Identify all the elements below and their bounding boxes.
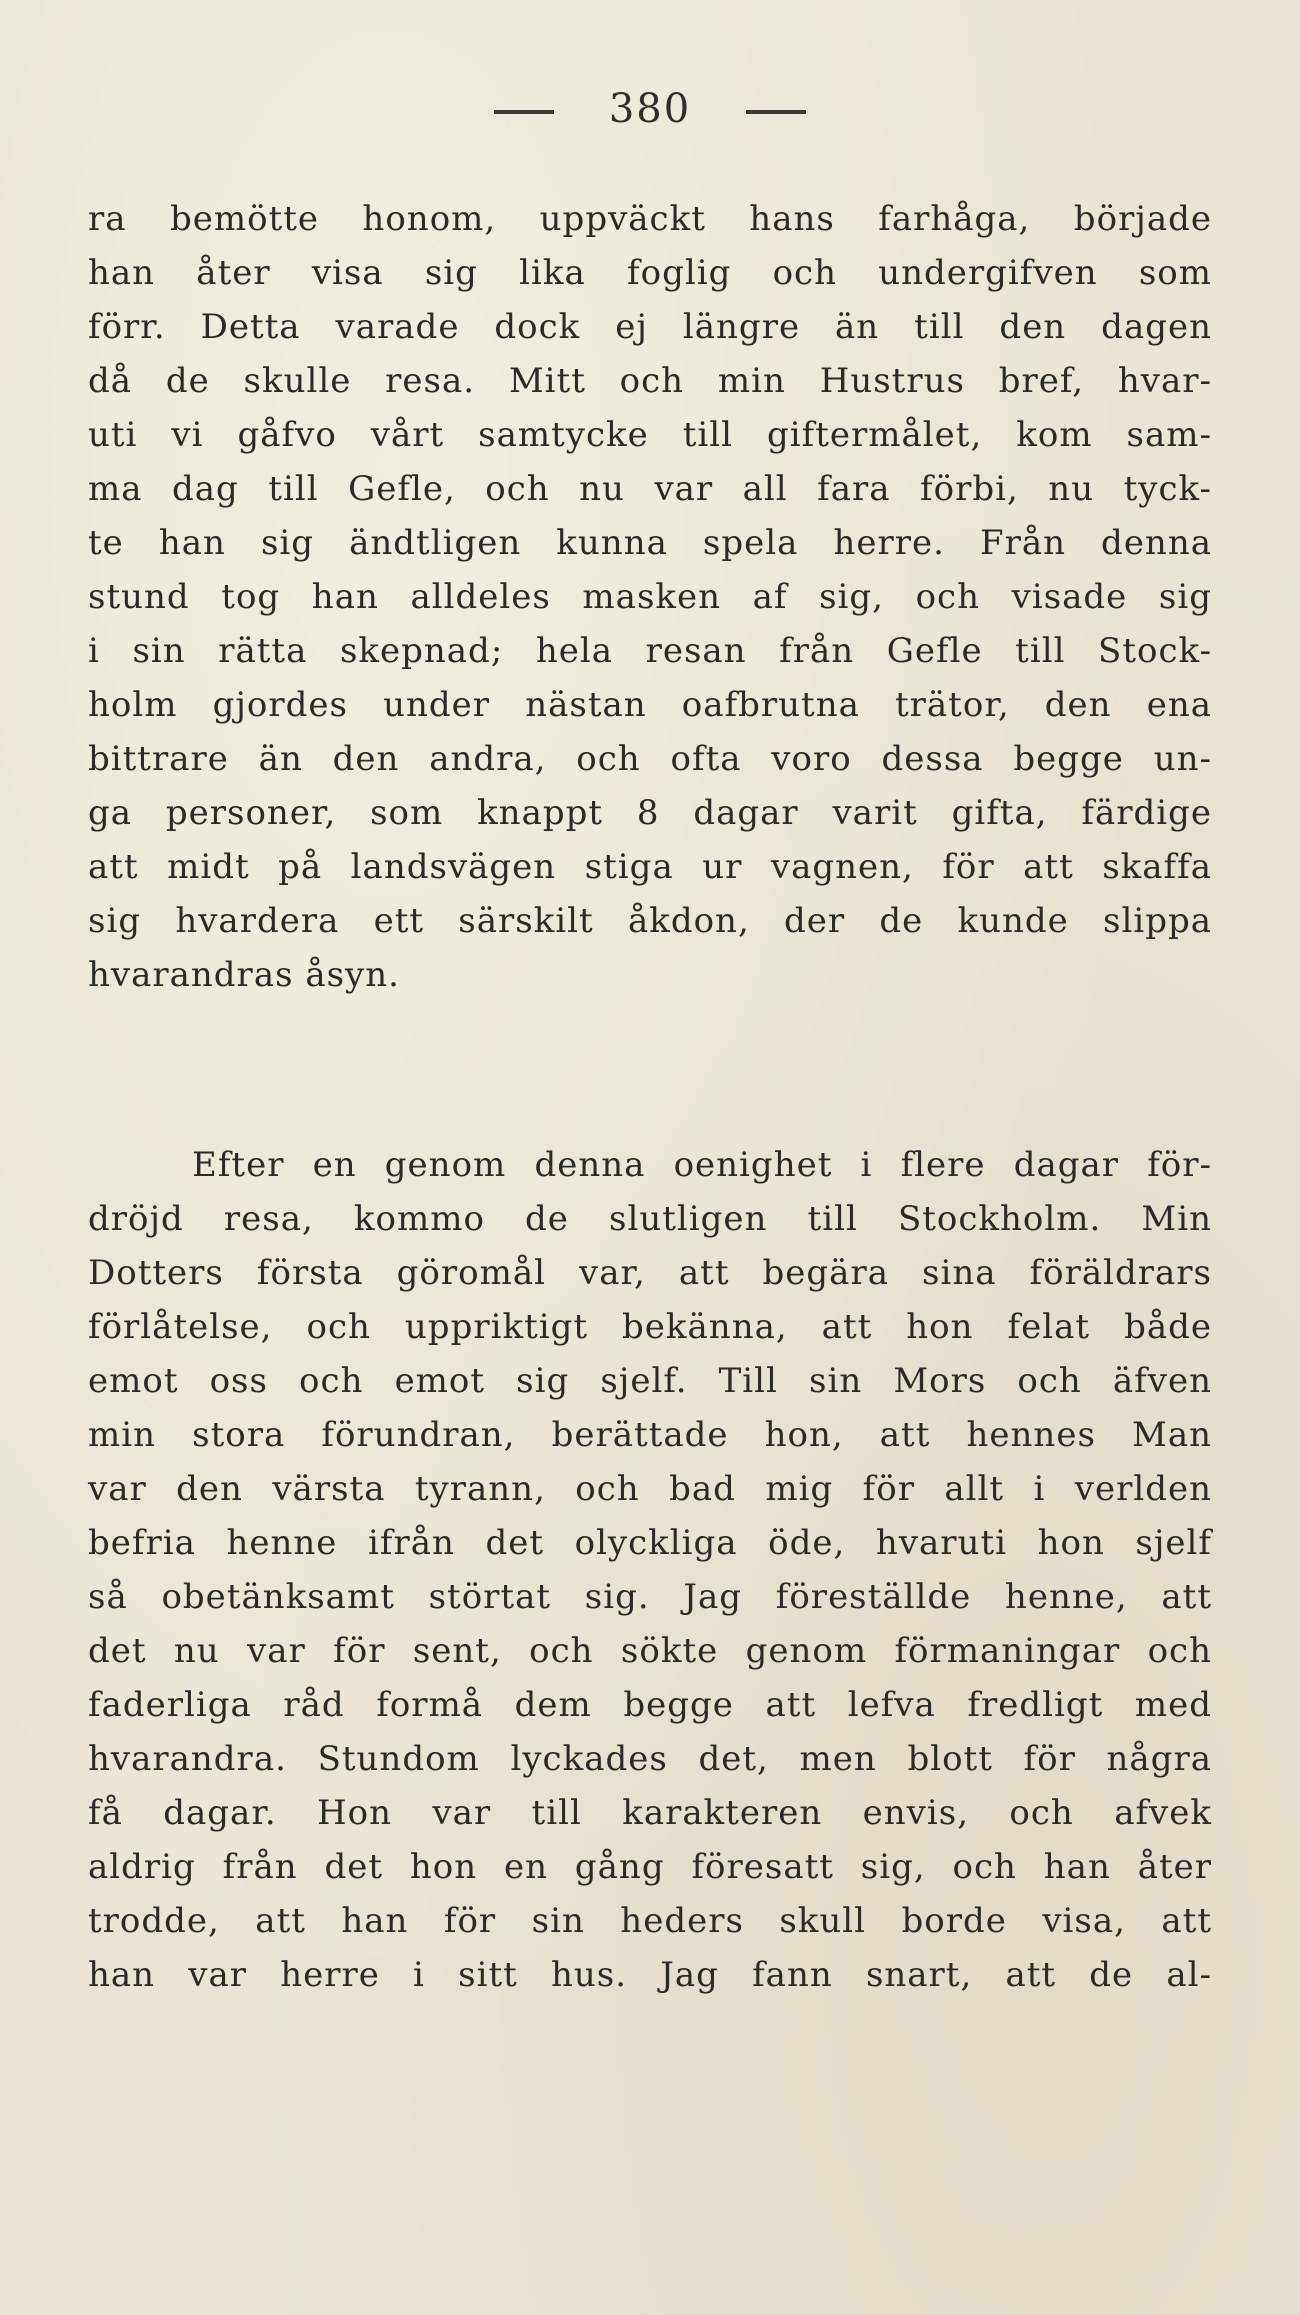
- text-line: sig hvardera ett särskilt åkdon, der de kunde slippa: [88, 901, 1212, 941]
- right-header-dash: [746, 110, 806, 114]
- text-line: ga personer, som knappt 8 dagar varit gifta, färdige: [88, 793, 1212, 833]
- text-line: att midt på landsvägen stiga ur vagnen, för att skaffa: [88, 847, 1212, 887]
- text-line: holm gjordes under nästan oafbrutna trätor, den ena: [88, 685, 1212, 725]
- text-line: hvarandras åsyn.: [88, 955, 400, 995]
- page-header: [0, 86, 1300, 132]
- text-line: stund tog han alldeles masken af sig, och visade sig: [88, 577, 1212, 617]
- text-line: förr. Detta varade dock ej längre än till den dagen: [88, 307, 1212, 347]
- text-line: emot oss och emot sig sjelf. Till sin Mors och äfven: [88, 1361, 1212, 1401]
- text-line: Efter en genom denna oenighet i flere dagar för-: [192, 1145, 1212, 1185]
- text-line: dröjd resa, kommo de slutligen till Stockholm. Min: [88, 1199, 1212, 1239]
- text-line: han åter visa sig lika foglig och undergifven som: [88, 253, 1212, 293]
- text-line: min stora förundran, berättade hon, att hennes Man: [88, 1415, 1212, 1455]
- text-line: te han sig ändtligen kunna spela herre. Från denna: [88, 523, 1212, 563]
- text-line: ra bemötte honom, uppväckt hans farhåga, började: [88, 199, 1212, 239]
- text-line: befria henne ifrån det olyckliga öde, hvaruti hon sjelf: [88, 1523, 1212, 1563]
- text-line: så obetänksamt störtat sig. Jag föreställde henne, att: [88, 1577, 1212, 1617]
- left-header-dash: [494, 110, 554, 114]
- paragraph-1: [88, 192, 1212, 1002]
- paragraph-2: [88, 1138, 1212, 2002]
- text-line: hvarandra. Stundom lyckades det, men blott för några: [88, 1739, 1212, 1779]
- text-line: trodde, att han för sin heders skull borde visa, att: [88, 1901, 1212, 1941]
- page-number: 380: [608, 86, 692, 132]
- text-line: då de skulle resa. Mitt och min Hustrus bref, hvar-: [88, 361, 1212, 401]
- text-line: faderliga råd formå dem begge att lefva fredligt med: [88, 1685, 1212, 1725]
- text-line: i sin rätta skepnad; hela resan från Gefle till Stock-: [88, 631, 1212, 671]
- text-line: uti vi gåfvo vårt samtycke till giftermålet, kom sam-: [88, 415, 1212, 455]
- text-line: Dotters första göromål var, att begära sina föräldrars: [88, 1253, 1212, 1293]
- text-line: han var herre i sitt hus. Jag fann snart, att de al-: [88, 1955, 1212, 1995]
- text-line: förlåtelse, och uppriktigt bekänna, att hon felat både: [88, 1307, 1212, 1347]
- text-line: det nu var för sent, och sökte genom förmaningar och: [88, 1631, 1212, 1671]
- text-line: få dagar. Hon var till karakteren envis, och afvek: [88, 1793, 1212, 1833]
- text-line: aldrig från det hon en gång föresatt sig, och han åter: [88, 1847, 1212, 1887]
- text-line: var den värsta tyrann, och bad mig för allt i verlden: [88, 1469, 1212, 1509]
- text-line: bittrare än den andra, och ofta voro dessa begge un-: [88, 739, 1212, 779]
- text-line: ma dag till Gefle, och nu var all fara förbi, nu tyck-: [88, 469, 1212, 509]
